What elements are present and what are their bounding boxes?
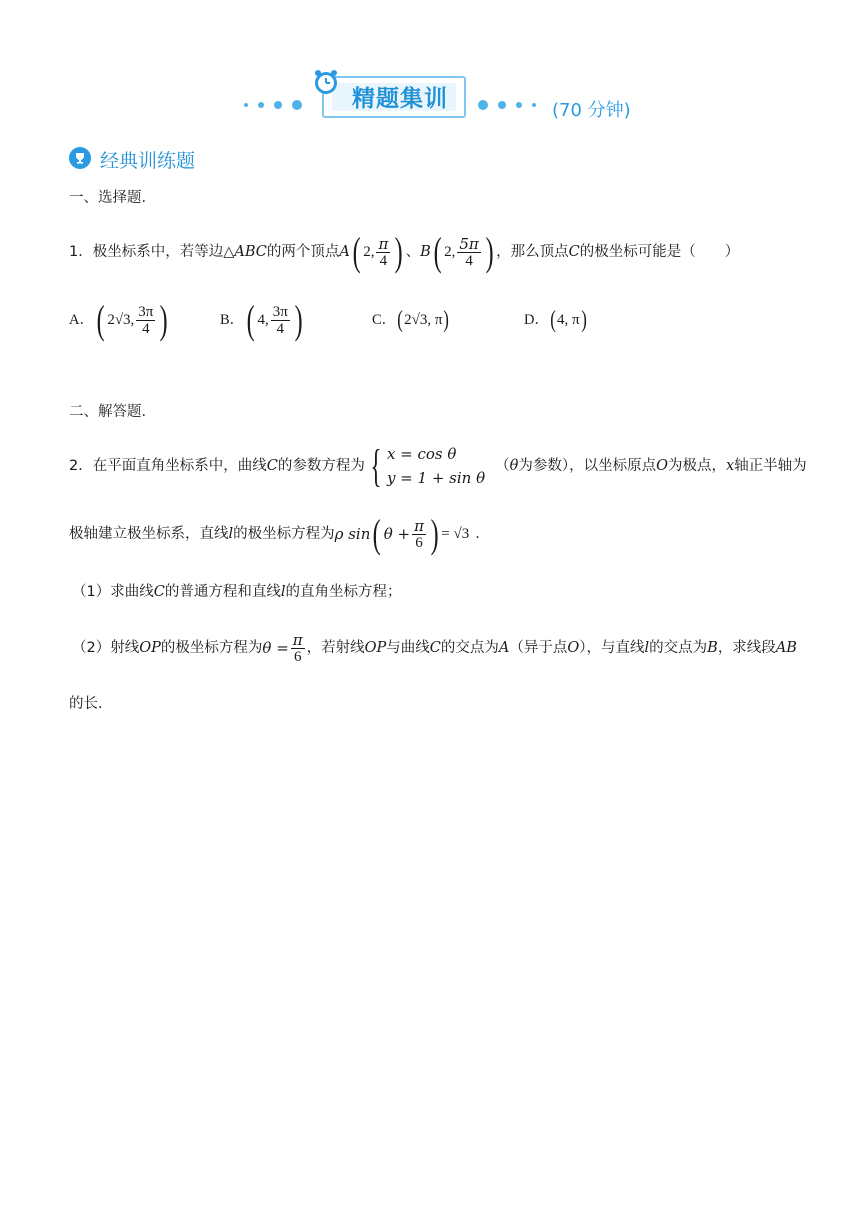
q2-text: 为极点， [668, 458, 726, 474]
q1-point-c: C [568, 244, 580, 260]
q2-text: （异于点 [509, 640, 568, 656]
q2-ray: OP [139, 640, 161, 656]
q2-ray: OP [364, 640, 387, 656]
dot [274, 101, 282, 109]
q2-xaxis: x [726, 458, 735, 474]
q2-origin: O [567, 640, 580, 656]
section-title: 经典训练题 [100, 150, 196, 172]
dot [498, 101, 506, 109]
dot [292, 100, 302, 110]
q2-theta: θ [509, 458, 519, 474]
q2-text: ，若射线 [306, 640, 365, 656]
q1-separator: 、 [405, 244, 421, 260]
q1-coord-b: ( 2, $\frac{5\pi}{4}$ ) [433, 229, 494, 274]
q2-text: 与曲线 [386, 640, 430, 656]
q2-line-2 [69, 511, 490, 556]
q1-point-b: B [420, 244, 431, 260]
question-number: 2． [69, 458, 93, 474]
question-number: 1． [69, 244, 93, 260]
dot [532, 103, 536, 107]
q2-text: 的极坐标方程为 [233, 526, 335, 542]
duration-label: (70 分钟) [552, 100, 631, 121]
q2-curve: C [429, 640, 441, 656]
q2-text: （2）射线 [72, 640, 140, 656]
q2-text: 的参数方程为 [277, 458, 365, 474]
q2-segment: AB [775, 640, 797, 656]
q1-point-a: A [339, 244, 350, 260]
question-1 [69, 229, 740, 274]
q2-text: （ [495, 458, 510, 474]
q2-text: 为参数），以坐标原点 [518, 458, 657, 474]
q2-text: 的直角坐标方程； [285, 584, 402, 600]
dot [478, 100, 488, 110]
q2-point-b: B [707, 640, 718, 656]
option-c[interactable] [372, 300, 450, 340]
q2-line-l: l [644, 640, 650, 656]
option-b[interactable] [220, 297, 305, 342]
q2-text: ． [475, 526, 490, 542]
dot [258, 102, 264, 108]
part2-heading: 二、解答题． [69, 404, 156, 420]
q2-line-l: l [280, 584, 286, 600]
q2-text: 的极坐标方程为 [160, 640, 263, 656]
q1-text: 的极坐标可能是（ ） [579, 244, 740, 260]
q2-sub-2-end: 的长． [69, 696, 113, 712]
alarm-clock-icon [312, 68, 340, 96]
option-label: D． [524, 312, 549, 328]
q1-text: 的两个顶点 [266, 244, 340, 260]
q2-text: 的交点为 [440, 640, 499, 656]
option-value: ( 2√3, $\frac{3\pi}{4}$ ) [96, 297, 169, 342]
q2-text: 的交点为 [649, 640, 708, 656]
q2-parametric-system: { x = cos θ y = 1 + sin θ [370, 440, 486, 491]
q2-text: （1）求曲线 [72, 584, 154, 600]
header-dots-left [244, 100, 302, 110]
option-value: ( 4, π ) [550, 307, 587, 333]
option-value: ( 4, $\frac{3\pi}{4}$ ) [246, 297, 303, 342]
q2-text: 轴正半轴为 [734, 458, 807, 474]
header-dots-right [478, 100, 536, 110]
q2-text: 在平面直角坐标系中，曲线 [92, 458, 267, 474]
q1-text: 极坐标系中，若等边△ [92, 244, 235, 260]
q2-point-a: A [498, 640, 510, 656]
q2-text: ，求线段 [717, 640, 776, 656]
option-label: C． [372, 312, 397, 328]
q2-ray-equation: θ = $\frac{\pi}{6}$ [262, 630, 303, 665]
question-2 [69, 440, 807, 492]
q2-line-l: l [228, 526, 234, 542]
q2-curve: C [153, 584, 165, 600]
option-value: ( 2√3, π ) [397, 307, 450, 333]
page-title: 精题集训 [352, 86, 448, 112]
q2-text: 的普通方程和直线 [164, 584, 281, 600]
trophy-icon [69, 147, 91, 169]
q2-text: ），与直线 [579, 640, 645, 656]
option-label: B． [220, 312, 245, 328]
q2-text: 极轴建立极坐标系，直线 [69, 526, 229, 542]
dot [244, 103, 248, 107]
option-a[interactable] [69, 297, 171, 342]
q1-text: ，那么顶点 [496, 244, 569, 260]
option-d[interactable] [524, 300, 588, 340]
dot [516, 102, 522, 108]
q2-curve: C [266, 458, 278, 474]
q2-sub-1 [72, 582, 401, 602]
q1-triangle: ABC [234, 244, 267, 260]
option-label: A． [69, 312, 94, 328]
q2-polar-equation: ρ sin ( θ + $\frac{\pi}{6}$ ) = √3 [334, 511, 470, 556]
q2-origin: O [656, 458, 668, 474]
q2-sub-2 [72, 628, 797, 668]
q1-coord-a: ( 2, $\frac{\pi}{4}$ ) [352, 229, 403, 274]
part1-heading: 一、选择题． [69, 190, 156, 206]
